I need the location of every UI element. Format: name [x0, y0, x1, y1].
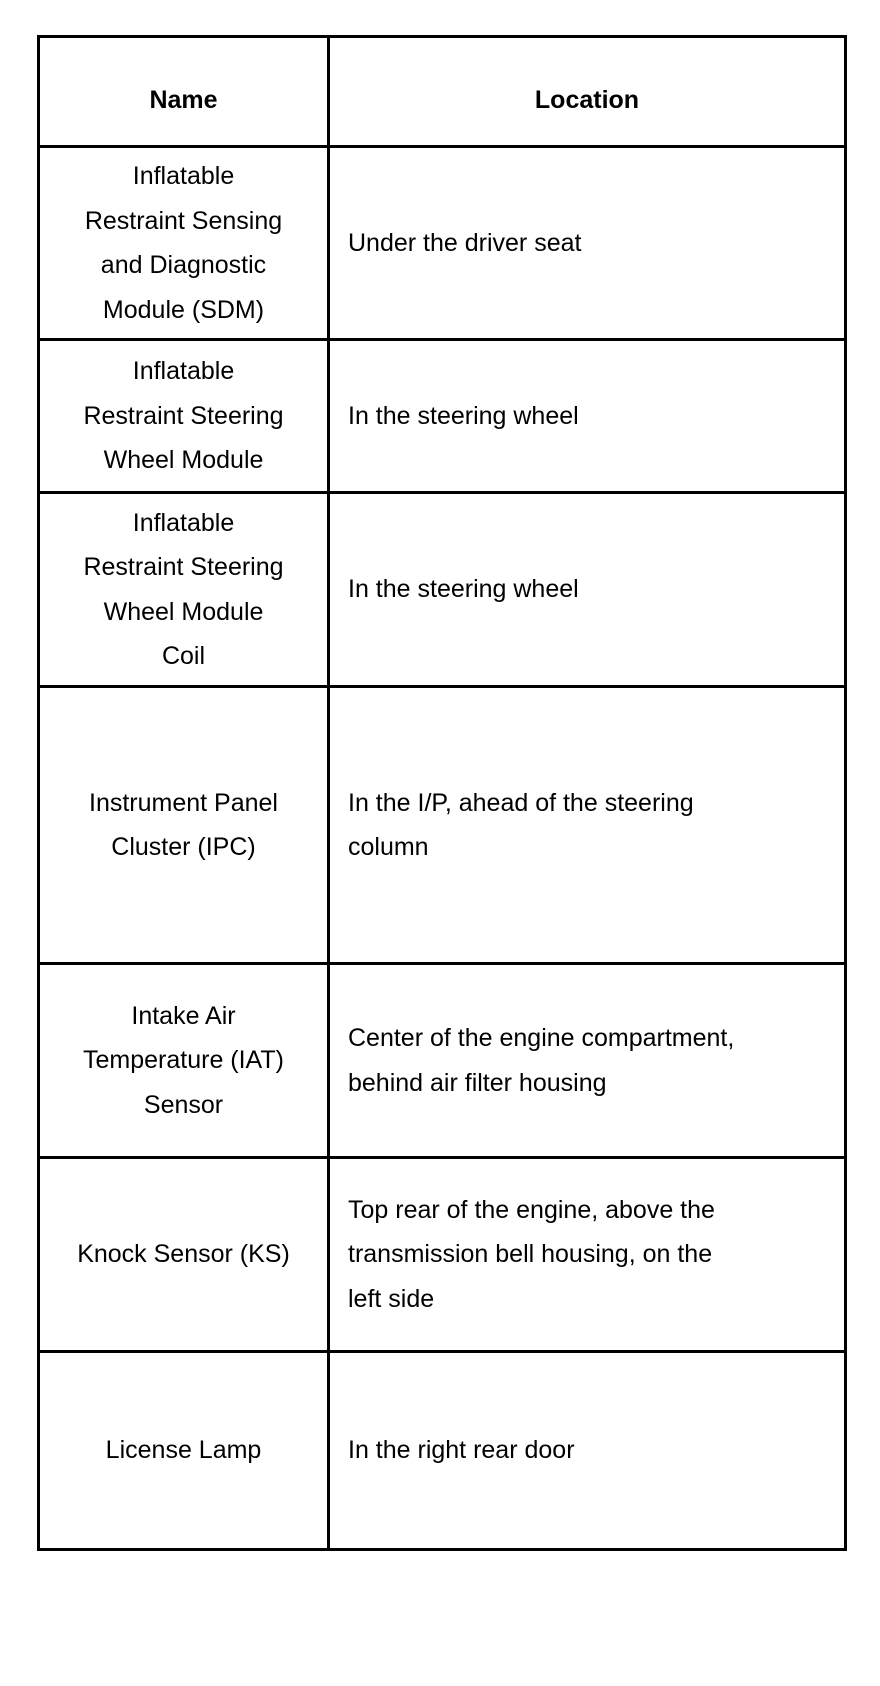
row-name: License Lamp — [105, 1436, 262, 1465]
row-location-cell — [329, 1158, 846, 1352]
row-name: Intake Air Temperature (IAT) Sensor — [83, 1001, 284, 1119]
row-location-cell — [329, 340, 846, 493]
table-row — [39, 687, 846, 964]
row-location-cell — [329, 493, 846, 687]
row-name: Instrument Panel Cluster (IPC) — [89, 788, 278, 861]
row-location: Top rear of the engine, above the transmission bell housing, on the left side — [348, 1195, 715, 1313]
table-row — [39, 1158, 846, 1352]
table-row — [39, 493, 846, 687]
row-name-cell — [39, 1352, 329, 1550]
row-name-cell — [39, 1158, 329, 1352]
row-name-cell — [39, 687, 329, 964]
header-location-label: Location — [534, 86, 640, 115]
header-location — [329, 37, 846, 147]
row-location-cell — [329, 964, 846, 1158]
table-row — [39, 964, 846, 1158]
header-name-label: Name — [149, 86, 218, 115]
row-name-cell — [39, 493, 329, 687]
row-name: Knock Sensor (KS) — [77, 1240, 290, 1269]
table-row — [39, 340, 846, 493]
row-name-cell — [39, 340, 329, 493]
row-location: In the I/P, ahead of the steering column — [348, 788, 694, 861]
row-name: Inflatable Restraint Steering Wheel Module — [83, 357, 284, 475]
header-name — [39, 37, 329, 147]
row-location: Center of the engine compartment, behind air filter housing — [348, 1024, 735, 1097]
row-name-cell — [39, 147, 329, 340]
row-location: In the steering wheel — [348, 401, 579, 430]
component-location-table — [37, 35, 847, 1551]
row-location: In the right rear door — [348, 1436, 575, 1465]
row-location: Under the driver seat — [348, 228, 582, 257]
row-location-cell — [329, 687, 846, 964]
table-row — [39, 147, 846, 340]
table-header-row — [39, 37, 846, 147]
row-name: Inflatable Restraint Steering Wheel Module Coil — [83, 508, 284, 670]
table-row — [39, 1352, 846, 1550]
row-location-cell — [329, 147, 846, 340]
row-location: In the steering wheel — [348, 575, 579, 604]
row-name: Inflatable Restraint Sensing and Diagnostic Module (SDM) — [84, 162, 283, 324]
row-location-cell — [329, 1352, 846, 1550]
row-name-cell — [39, 964, 329, 1158]
